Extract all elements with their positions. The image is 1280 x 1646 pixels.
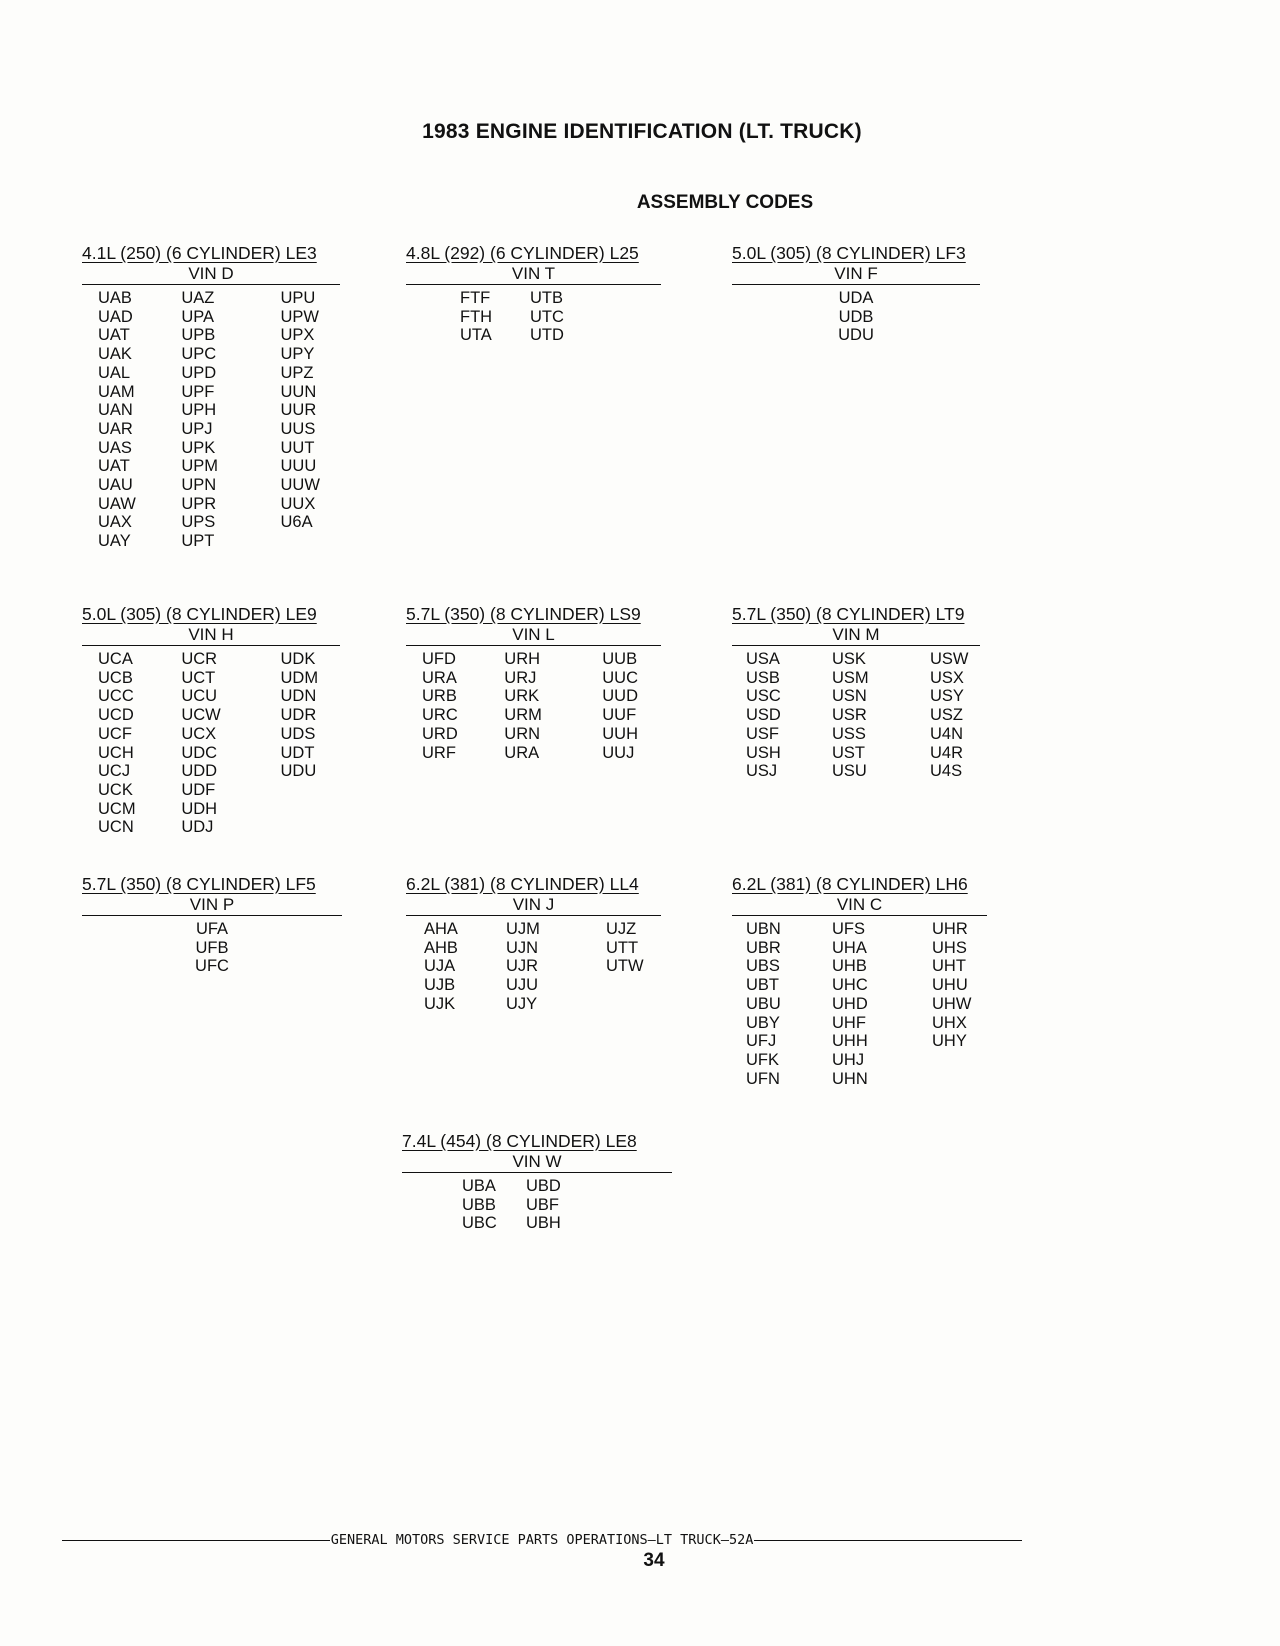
- assembly-code: UBA: [462, 1177, 496, 1195]
- assembly-code: UBU: [746, 994, 781, 1013]
- assembly-code: UBY: [746, 1013, 780, 1032]
- assembly-code: UCM: [98, 799, 136, 818]
- assembly-code: UJK: [424, 994, 456, 1013]
- assembly-code: UHY: [932, 1032, 967, 1051]
- assembly-code: UDS: [280, 724, 316, 743]
- code-column: [406, 650, 504, 762]
- engine-block-lf5: [82, 873, 342, 976]
- vin-label: VIN J: [406, 895, 661, 916]
- assembly-code: UDA: [838, 289, 874, 307]
- code-column: [526, 1177, 626, 1233]
- assembly-code: USB: [746, 668, 780, 687]
- assembly-code: UCT: [181, 668, 216, 687]
- assembly-code: UHJ: [832, 1050, 865, 1069]
- assembly-code: UBH: [526, 1214, 561, 1233]
- engine-block-lf3: [732, 242, 980, 345]
- assembly-code: URB: [422, 687, 457, 706]
- assembly-code: UBR: [746, 938, 781, 957]
- assembly-code: USJ: [746, 762, 778, 781]
- vin-label: VIN P: [82, 895, 342, 916]
- assembly-code: UHR: [932, 920, 968, 938]
- assembly-code-columns: [82, 920, 342, 976]
- engine-block-l25: [406, 242, 661, 345]
- assembly-code: UFA: [195, 920, 229, 938]
- assembly-code: UUT: [280, 438, 315, 457]
- vin-label: VIN T: [406, 264, 661, 285]
- vin-label: VIN H: [82, 625, 340, 646]
- assembly-code: UHH: [832, 1032, 868, 1051]
- assembly-code: U4S: [930, 762, 963, 781]
- assembly-code: URF: [422, 743, 456, 762]
- assembly-code: U6A: [280, 513, 313, 532]
- engine-block-le8: [402, 1130, 672, 1233]
- assembly-code: UDK: [280, 650, 316, 668]
- assembly-code: UAM: [98, 382, 135, 401]
- assembly-code-columns: [732, 289, 980, 345]
- assembly-code: UPB: [181, 326, 216, 345]
- assembly-code: UHB: [832, 957, 867, 976]
- assembly-code: UPJ: [181, 419, 213, 438]
- assembly-code: UPK: [181, 438, 216, 457]
- assembly-code: URJ: [504, 668, 537, 687]
- assembly-code: UBC: [462, 1214, 497, 1233]
- assembly-code: UAY: [98, 532, 131, 551]
- code-column: [530, 289, 630, 345]
- assembly-code: UBD: [526, 1177, 561, 1195]
- code-column: [82, 289, 181, 551]
- assembly-code: UCJ: [98, 762, 131, 781]
- assembly-code: UAT: [98, 457, 130, 476]
- assembly-code-columns: [732, 650, 980, 781]
- assembly-code-columns: [406, 289, 661, 345]
- assembly-code: USY: [930, 687, 964, 706]
- assembly-code: UCF: [98, 724, 132, 743]
- assembly-code: UPA: [181, 307, 215, 326]
- assembly-code: UPS: [181, 513, 216, 532]
- code-column: [732, 289, 980, 345]
- code-column: [82, 920, 342, 976]
- assembly-code: U4R: [930, 743, 964, 762]
- assembly-code: UPH: [181, 401, 217, 420]
- assembly-code: UFD: [422, 650, 456, 668]
- code-column: [82, 650, 181, 837]
- assembly-code: UUR: [280, 401, 317, 420]
- assembly-code: USA: [746, 650, 780, 668]
- engine-block-ll4: [406, 873, 661, 1014]
- assembly-code: URH: [504, 650, 541, 668]
- assembly-code: USN: [832, 687, 867, 706]
- code-column: [406, 289, 530, 345]
- engine-label: 5.7L (350) (8 CYLINDER) LS9: [406, 604, 641, 624]
- assembly-code: UCX: [181, 724, 217, 743]
- engine-label: 6.2L (381) (8 CYLINDER) LL4: [406, 874, 639, 894]
- assembly-code: UJY: [506, 994, 538, 1013]
- footer-rule-left: [62, 1540, 330, 1541]
- engine-label: 7.4L (454) (8 CYLINDER) LE8: [402, 1131, 637, 1151]
- engine-label: 6.2L (381) (8 CYLINDER) LH6: [732, 874, 968, 894]
- assembly-code: UFB: [195, 938, 229, 957]
- assembly-code: UPT: [181, 532, 215, 551]
- code-column: [402, 1177, 526, 1233]
- assembly-code: USH: [746, 743, 781, 762]
- assembly-code: UPC: [181, 345, 217, 364]
- vin-label: VIN C: [732, 895, 987, 916]
- footer-rule-right: [754, 1540, 1022, 1541]
- assembly-code: UDF: [181, 780, 216, 799]
- assembly-code: AHA: [424, 920, 458, 938]
- assembly-code: UAT: [98, 326, 130, 345]
- assembly-code: UUW: [280, 476, 320, 495]
- vin-label: VIN F: [732, 264, 980, 285]
- assembly-code: UDN: [280, 687, 317, 706]
- engine-label: 5.0L (305) (8 CYLINDER) LF3: [732, 243, 966, 263]
- code-column: [832, 920, 932, 1088]
- engine-label: 4.8L (292) (6 CYLINDER) L25: [406, 243, 639, 263]
- assembly-code: UJA: [424, 957, 456, 976]
- vin-label: VIN M: [732, 625, 980, 646]
- assembly-code: UHN: [832, 1069, 868, 1088]
- assembly-code: UAR: [98, 419, 133, 438]
- assembly-code: UUS: [280, 419, 316, 438]
- assembly-code: UCD: [98, 706, 134, 725]
- footer-text: GENERAL MOTORS SERVICE PARTS OPERATIONS—LT TRUCK—52A: [330, 1532, 754, 1548]
- assembly-code: UUB: [602, 650, 638, 668]
- assembly-code: UDC: [181, 743, 218, 762]
- assembly-code: UUJ: [602, 743, 635, 762]
- assembly-code: UCW: [181, 706, 221, 725]
- assembly-code: UFS: [832, 920, 865, 938]
- assembly-code: UJB: [424, 976, 456, 995]
- assembly-code: UAL: [98, 363, 131, 382]
- assembly-code: UPF: [181, 382, 215, 401]
- assembly-code: UBN: [746, 920, 781, 938]
- assembly-code: UDB: [838, 307, 874, 326]
- assembly-code: UAS: [98, 438, 132, 457]
- assembly-code: UTT: [606, 938, 639, 957]
- assembly-code: UBB: [462, 1195, 496, 1214]
- assembly-code: UDR: [280, 706, 317, 725]
- assembly-code: URM: [504, 706, 542, 725]
- vin-label: VIN W: [402, 1152, 672, 1173]
- assembly-code: UCK: [98, 780, 133, 799]
- engine-label: 5.7L (350) (8 CYLINDER) LT9: [732, 604, 965, 624]
- vin-label: VIN D: [82, 264, 340, 285]
- engine-block-lt9: [732, 603, 980, 781]
- assembly-code: URA: [504, 743, 540, 762]
- assembly-code: UAB: [98, 289, 132, 307]
- assembly-code: UJZ: [606, 920, 637, 938]
- assembly-code: USW: [930, 650, 969, 668]
- assembly-code: UPY: [280, 345, 315, 364]
- assembly-code: UHX: [932, 1013, 967, 1032]
- code-column: [602, 650, 661, 762]
- assembly-code: USZ: [930, 706, 963, 725]
- assembly-code: USX: [930, 668, 964, 687]
- engine-label: 4.1L (250) (6 CYLINDER) LE3: [82, 243, 317, 263]
- page-footer: [62, 1532, 1022, 1548]
- assembly-code: UDU: [838, 326, 874, 345]
- assembly-code: URK: [504, 687, 540, 706]
- assembly-code: UUU: [280, 457, 317, 476]
- assembly-code: UCB: [98, 668, 133, 687]
- assembly-code: UPM: [181, 457, 218, 476]
- assembly-code: UDM: [280, 668, 319, 687]
- engine-block-ls9: [406, 603, 661, 762]
- code-column: [504, 650, 602, 762]
- code-column: [606, 920, 661, 1014]
- assembly-code: USS: [832, 724, 866, 743]
- assembly-code: UAX: [98, 513, 132, 532]
- assembly-code: UTC: [530, 307, 564, 326]
- assembly-code: UDH: [181, 799, 218, 818]
- assembly-code: UPN: [181, 476, 217, 495]
- assembly-code: FTH: [460, 307, 493, 326]
- assembly-code-columns: [406, 920, 661, 1014]
- assembly-code: FTF: [460, 289, 491, 307]
- assembly-code: URN: [504, 724, 541, 743]
- page-title: 1983 ENGINE IDENTIFICATION (LT. TRUCK): [422, 120, 862, 143]
- code-column: [281, 289, 341, 551]
- code-column: [932, 920, 987, 1088]
- vin-label: VIN L: [406, 625, 661, 646]
- assembly-code: UUN: [280, 382, 317, 401]
- assembly-code: UPU: [280, 289, 316, 307]
- code-column: [506, 920, 606, 1014]
- assembly-code: URC: [422, 706, 458, 725]
- assembly-code-columns: [82, 289, 340, 551]
- assembly-code: UDU: [280, 762, 317, 781]
- engine-label: 5.0L (305) (8 CYLINDER) LE9: [82, 604, 317, 624]
- assembly-code: UAU: [98, 476, 133, 495]
- assembly-code: UDJ: [181, 818, 214, 837]
- assembly-code: UTB: [530, 289, 563, 307]
- code-column: [832, 650, 930, 781]
- assembly-code: USD: [746, 706, 781, 725]
- assembly-code: UAK: [98, 345, 132, 364]
- assembly-code: UCN: [98, 818, 134, 837]
- assembly-code: UCU: [181, 687, 218, 706]
- code-column: [732, 650, 832, 781]
- assembly-code: UAW: [98, 494, 136, 513]
- assembly-code: URA: [422, 668, 457, 687]
- code-column: [281, 650, 341, 837]
- assembly-code: UPD: [181, 363, 217, 382]
- assembly-code: UJN: [506, 938, 539, 957]
- assembly-code: UUC: [602, 668, 638, 687]
- engine-block-le3: [82, 242, 340, 551]
- assembly-code-columns: [402, 1177, 672, 1233]
- assembly-code: USK: [832, 650, 866, 668]
- assembly-code: URD: [422, 724, 458, 743]
- assembly-code: UTW: [606, 957, 644, 976]
- assembly-code: USR: [832, 706, 867, 725]
- assembly-code: UHS: [932, 938, 967, 957]
- code-column: [930, 650, 980, 781]
- assembly-code: UJU: [506, 976, 539, 995]
- assembly-code: UPW: [280, 307, 319, 326]
- assembly-code: USU: [832, 762, 867, 781]
- assembly-code: UBS: [746, 957, 780, 976]
- assembly-code: UUX: [280, 494, 316, 513]
- assembly-code: UUF: [602, 706, 637, 725]
- assembly-code: UCH: [98, 743, 134, 762]
- assembly-code: UPR: [181, 494, 217, 513]
- assembly-code: UFN: [746, 1069, 780, 1088]
- engine-block-lh6: [732, 873, 987, 1088]
- code-column: [181, 650, 280, 837]
- assembly-code: UDT: [280, 743, 315, 762]
- assembly-code: UFJ: [746, 1032, 777, 1051]
- assembly-code: UHT: [932, 957, 966, 976]
- assembly-code: UHW: [932, 994, 972, 1013]
- assembly-code: AHB: [424, 938, 458, 957]
- assembly-code-columns: [406, 650, 661, 762]
- assembly-code: UTA: [460, 326, 492, 345]
- page-number: 34: [643, 1550, 665, 1571]
- assembly-code: UBF: [526, 1195, 559, 1214]
- assembly-code: UAZ: [181, 289, 215, 307]
- assembly-code: UCC: [98, 687, 134, 706]
- assembly-code: USF: [746, 724, 779, 743]
- code-column: [732, 920, 832, 1088]
- assembly-code: UAN: [98, 401, 133, 420]
- assembly-code: UHU: [932, 976, 968, 995]
- assembly-code: UPZ: [280, 363, 314, 382]
- code-column: [406, 920, 506, 1014]
- assembly-code: UDD: [181, 762, 218, 781]
- assembly-code: USM: [832, 668, 869, 687]
- assembly-code-columns: [732, 920, 987, 1088]
- assembly-code: UUD: [602, 687, 638, 706]
- assembly-code-columns: [82, 650, 340, 837]
- assembly-code: UUH: [602, 724, 638, 743]
- assembly-code: UFK: [746, 1050, 779, 1069]
- assembly-code: USC: [746, 687, 781, 706]
- assembly-code: UHA: [832, 938, 867, 957]
- engine-block-le9: [82, 603, 340, 837]
- assembly-code: U4N: [930, 724, 964, 743]
- assembly-code: UHD: [832, 994, 868, 1013]
- assembly-code: UFC: [195, 957, 229, 976]
- code-column: [181, 289, 280, 551]
- assembly-code: UCR: [181, 650, 218, 668]
- assembly-code: UJR: [506, 957, 539, 976]
- assembly-code: UTD: [530, 326, 564, 345]
- assembly-code: UJM: [506, 920, 540, 938]
- assembly-code: UAD: [98, 307, 133, 326]
- assembly-code: UPX: [280, 326, 315, 345]
- assembly-code: UBT: [746, 976, 779, 995]
- assembly-code: UHF: [832, 1013, 866, 1032]
- engine-label: 5.7L (350) (8 CYLINDER) LF5: [82, 874, 316, 894]
- assembly-code: UHC: [832, 976, 868, 995]
- section-subtitle: ASSEMBLY CODES: [636, 192, 814, 213]
- assembly-code: UCA: [98, 650, 133, 668]
- assembly-code: UST: [832, 743, 865, 762]
